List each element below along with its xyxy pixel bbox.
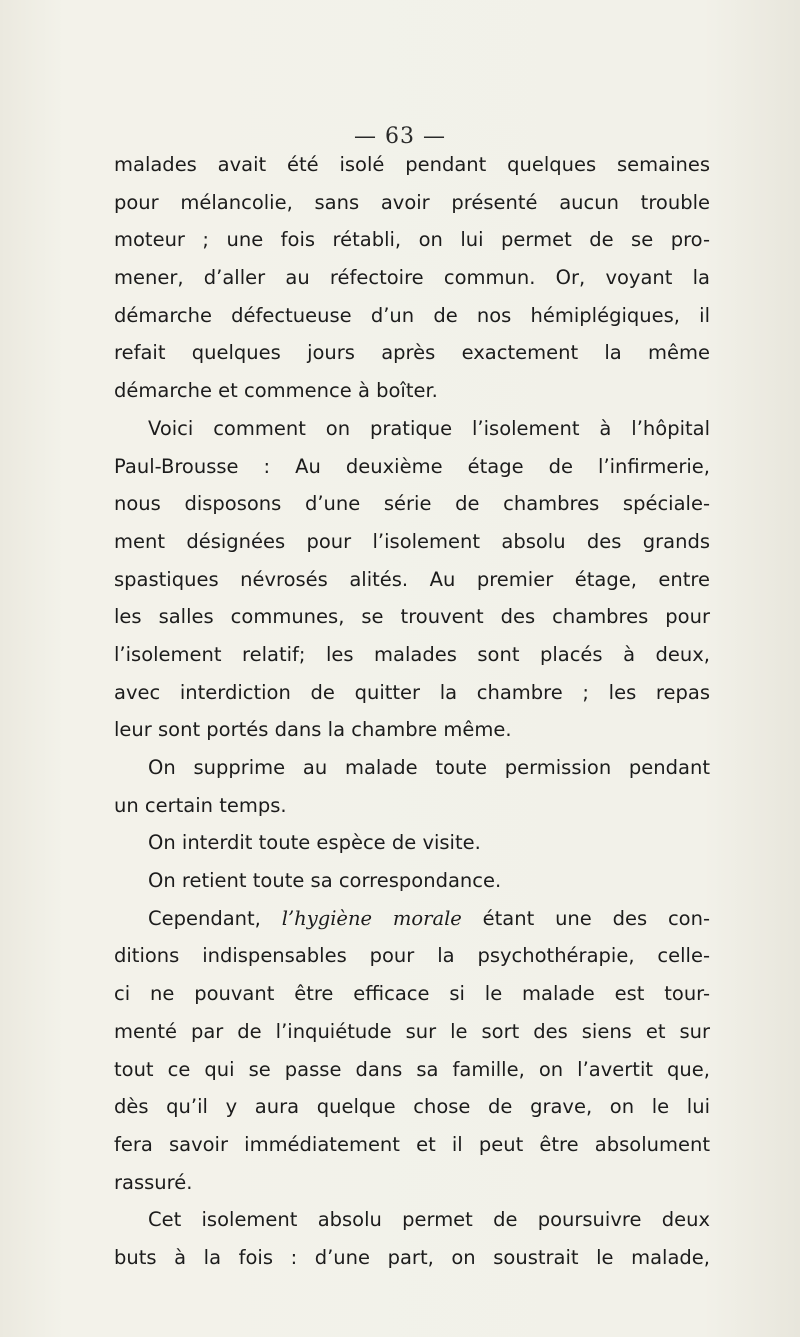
text-line: démarche défectueuse d’un de nos hémiplégiques, il xyxy=(114,303,710,327)
text-segment: étant une des con- xyxy=(461,906,710,930)
text-line: démarche et commence à boîter. xyxy=(114,379,438,403)
text-line: refait quelques jours après exactement la même xyxy=(114,341,710,365)
text-line xyxy=(114,900,710,938)
text-line: un certain temps. xyxy=(114,793,287,817)
text-line: On retient toute sa correspondance. xyxy=(148,869,502,893)
text-line: mener, d’aller au réfectoire commun. Or, voyant la xyxy=(114,266,710,290)
text-line: fera savoir immédiatement et il peut être absolument xyxy=(114,1132,710,1156)
text-line: nous disposons d’une série de chambres spéciale- xyxy=(114,492,710,516)
text-line: les salles communes, se trouvent des chambres pour xyxy=(114,605,710,629)
text-line: malades avait été isolé pendant quelques semaines xyxy=(114,153,710,176)
text-line: On supprime au malade toute permission pendant xyxy=(148,756,710,779)
body-text xyxy=(114,146,710,1277)
page-number: — 63 — xyxy=(354,124,446,149)
text-line: avec interdiction de quitter la chambre ; les repas xyxy=(114,680,710,704)
italic-phrase: l’hygiène morale xyxy=(281,906,462,930)
text-segment: Cependant, xyxy=(148,906,282,930)
text-line: buts à la fois : d’une part, on soustrait le malade, xyxy=(114,1245,710,1269)
text-line: l’isolement relatif; les malades sont placés à deux, xyxy=(114,642,710,666)
text-line: leur sont portés dans la chambre même. xyxy=(114,718,512,742)
text-line: tout ce qui se passe dans sa famille, on l’avertit que, xyxy=(114,1057,710,1081)
text-line: Paul-Brousse : Au deuxième étage de l’infirmerie, xyxy=(114,454,710,478)
text-line: moteur ; une fois rétabli, on lui permet de se pro- xyxy=(114,228,710,252)
text-line: ment désignées pour l’isolement absolu des grands xyxy=(114,529,710,553)
text-line: menté par de l’inquiétude sur le sort des siens et sur xyxy=(114,1019,710,1043)
text-line: spastiques névrosés alités. Au premier étage, entre xyxy=(114,567,710,591)
text-line: dès qu’il y aura quelque chose de grave, on le lui xyxy=(114,1095,710,1119)
text-line: ditions indispensables pour la psychothérapie, celle- xyxy=(114,944,710,968)
text-line: pour mélancolie, sans avoir présenté aucun trouble xyxy=(114,190,710,214)
text-line: ci ne pouvant être efficace si le malade est tour- xyxy=(114,982,710,1006)
text-line: Voici comment on pratique l’isolement à l’hôpital xyxy=(148,416,710,440)
text-line: Cet isolement absolu permet de poursuivre deux xyxy=(148,1208,710,1232)
text-line: rassuré. xyxy=(114,1170,193,1194)
text-line: On interdit toute espèce de visite. xyxy=(148,831,481,855)
